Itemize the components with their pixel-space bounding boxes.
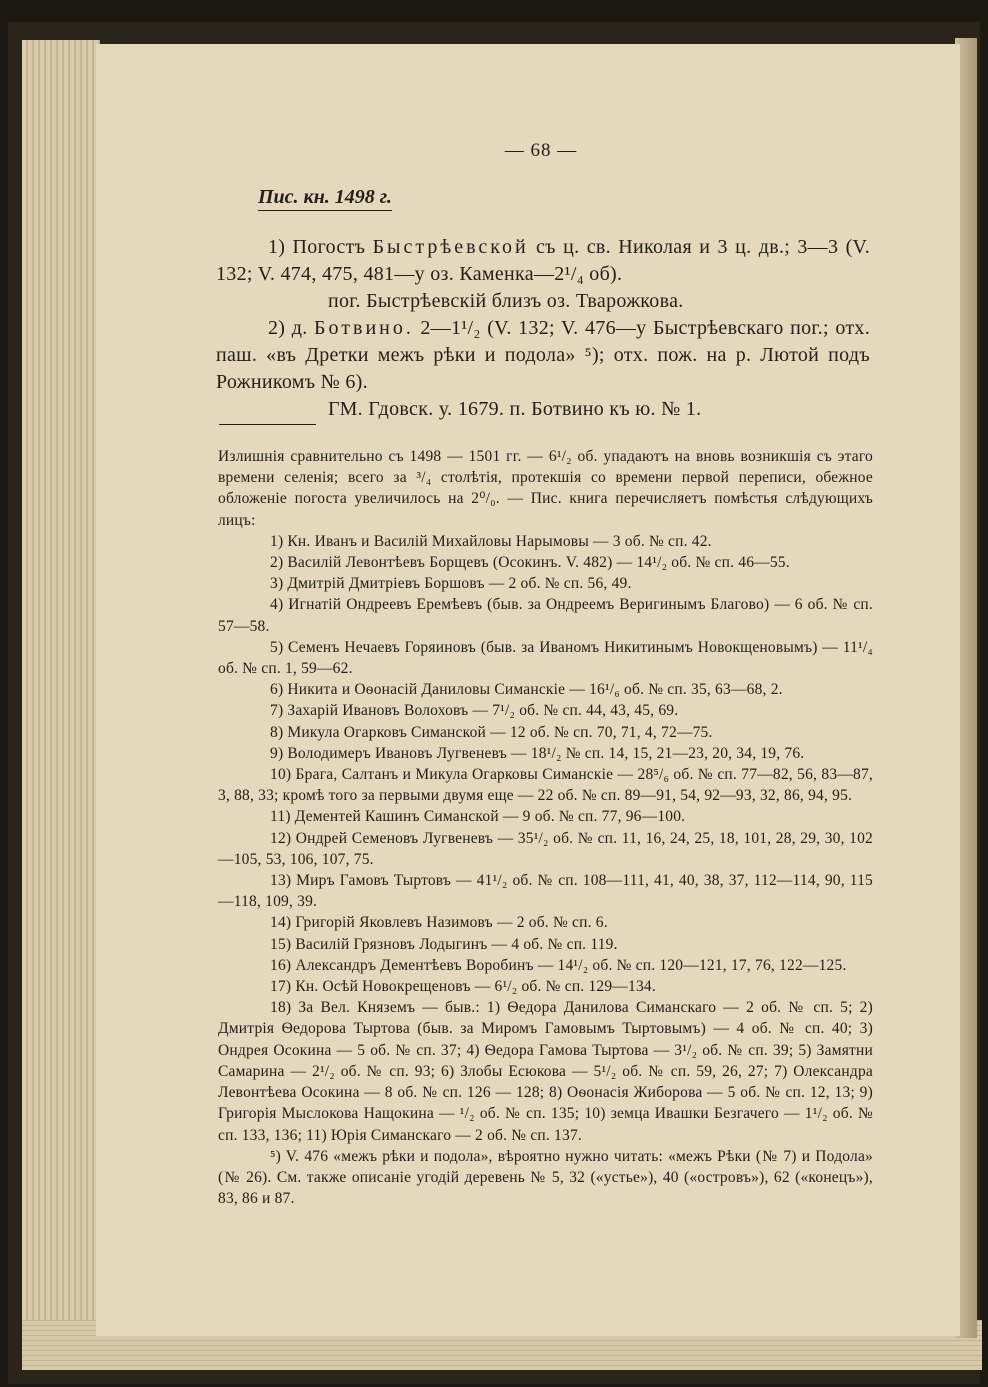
book-page: [96, 44, 960, 1336]
footnote-item: 15) Василій Грязновъ Лодыгинъ — 4 об. № сп. 119.: [270, 935, 618, 953]
entry-2-subnote: ГМ. Гдовск. у. 1679. п. Ботвино къ ю. № 1.: [328, 398, 702, 420]
entry-1-place-name: Быстрѣевской: [372, 236, 529, 258]
page-edges-left: [22, 40, 100, 1370]
footnote-item: 3) Дмитрій Дмитріевъ Боршовъ — 2 об. № сп. 56, 49.: [270, 575, 632, 593]
footnote-item: 13) Миръ Гамовъ Тыртовъ — 41¹/₂ об. № сп. 108—111, 41, 40, 38, 37, 112—114, 90, 115—118, 109, 39.: [218, 872, 873, 911]
entry-1-details: съ ц. св. Николая и 3 ц. дв.; 3—3 (V. 132; V. 474, 475, 481—у оз. Каменка—2¹/₄ об).: [216, 236, 871, 285]
footnotes: [218, 446, 873, 1209]
footnote-item: 12) Ондрей Семеновъ Лугвеневъ — 35¹/₂ об. № сп. 11, 16, 24, 25, 18, 101, 28, 29, 30, 102—105, 53, 106, 107, 75.: [218, 829, 873, 868]
footnote-intro: Излишнія сравнительно съ 1498 — 1501 гг. — 6¹/₂ об. упадаютъ на вновь возникшія съ этаго времени селенія; всего за ³/₄ столѣтія, протекшія со времени первой переписи, обежное обложеніе погоста увеличилось на 2⁰/₀. — Пис. книга перечисляетъ помѣстья слѣдующихъ лицъ:: [218, 448, 873, 529]
footnote-item: 6) Никита и Оѳонасій Даниловы Симанскіе — 16¹/₆ об. № сп. 35, 63—68, 2.: [270, 681, 783, 699]
footnote-item: 7) Захарій Ивановъ Волоховъ — 7¹/₂ об. № сп. 44, 43, 45, 69.: [270, 702, 679, 720]
footnote-item: 14) Григорій Яковлевъ Назимовъ — 2 об. № сп. 6.: [270, 914, 608, 932]
footnote-item: 11) Дементей Кашинъ Симанской — 9 об. № сп. 77, 96—100.: [270, 808, 686, 826]
footnote-item: 4) Игнатій Ондреевъ Еремѣевъ (быв. за Ондреемъ Веригинымъ Благово) — 6 об. № сп. 57—58.: [218, 596, 873, 635]
page-number: — 68 —: [504, 140, 578, 161]
entry-1-subnote: пог. Быстрѣевскій близъ оз. Тварожкова.: [328, 290, 684, 312]
entry-2: [216, 315, 870, 396]
entry-2-number: 2) д.: [268, 317, 315, 339]
footnote-divider: [219, 424, 316, 425]
footnote-item: 16) Александръ Дементѣевъ Воробинъ — 14¹/₂ об. № сп. 120—121, 17, 76, 122—125.: [270, 956, 847, 974]
source-reference-heading: Пис. кн. 1498 г.: [258, 186, 392, 211]
footnote-item: 2) Василій Левонтѣевъ Борщевъ (Осокинъ. V. 482) — 14¹/₂ об. № сп. 46—55.: [270, 554, 790, 572]
main-entries: [216, 234, 870, 423]
entry-1: [216, 234, 870, 288]
footnote-item: 10) Брага, Салтанъ и Микула Огарковы Симанскіе — 28⁵/₆ об. № сп. 77—82, 56, 83—87, 3, 88, 33; кромѣ того за первыми двумя еще — 22 об. № сп. 89—91, 54, 92—93, 32, 86, 94, 95.: [218, 766, 873, 805]
footnote-item: 9) Володимеръ Ивановъ Лугвеневъ — 18¹/₂ № сп. 14, 15, 21—23, 20, 34, 19, 76.: [270, 744, 805, 762]
footnote-item: 17) Кн. Осѣй Новокрещеновъ — 6¹/₂ об. № сп. 129—134.: [270, 978, 656, 996]
entry-2-details: 2—1¹/₂ (V. 132; V. 476—у Быстрѣевскаго пог.; отх. паш. «въ Дретки межъ рѣки и подола» ⁵); отх. пож. на р. Лютой подъ Рожникомъ № 6).: [216, 317, 870, 393]
footnote-5: ⁵) V. 476 «межъ рѣки и подола», вѣроятно нужно читать: «межъ Рѣки (№ 7) и Подола» (№ 26). См. также описаніе угодій деревень № 5, 32 («устье»), 40 («островъ»), 62 («конецъ»), 83, 86 и 87.: [218, 1147, 873, 1208]
footnote-item: 18) За Вел. Княземъ — быв.: 1) Ѳедора Данилова Симанскаго — 2 об. № сп. 5; 2) Дмитрія Ѳедорова Тыртова (быв. за Миромъ Гамовымъ Тыртовымъ) — 4 об. № сп. 40; 3) Ондрея Осокина — 5 об. № сп. 37; 4) Ѳедора Гамова Тыртова — 3¹/₂ об. № сп. 39; 5) Замятни Самарина — 2¹/₂ об. № сп. 93; 6) Злобы Есюкова — 5¹/₂ об. № сп. 59, 26, 27; 7) Олександра Левонтѣева Осокина — 8 об. № сп. 126 — 128; 8) Оѳонасія Жиборова — 5 об. № сп. 12, 13; 9) Григорія Мыслокова Нащокина — ¹/₂ об. № сп. 135; 10) земца Ивашки Безгачего — 1¹/₂ об. № сп. 133, 136; 11) Юрія Симанскаго — 2 об. № сп. 137.: [218, 999, 873, 1144]
entry-2-place-name: Ботвино.: [314, 317, 414, 339]
footnote-item: 5) Семенъ Нечаевъ Горяиновъ (быв. за Иваномъ Никитинымъ Новокщеновымъ) — 11¹/₄ об. № сп. 1, 59—62.: [218, 638, 873, 678]
footnote-item: 8) Микула Огарковъ Симанской — 12 об. № сп. 70, 71, 4, 72—75.: [270, 723, 713, 741]
footnote-item: 1) Кн. Иванъ и Василій Михайловы Нарымовы — 3 об. № сп. 42.: [270, 532, 712, 550]
entry-1-number: 1) Погостъ: [268, 236, 373, 258]
